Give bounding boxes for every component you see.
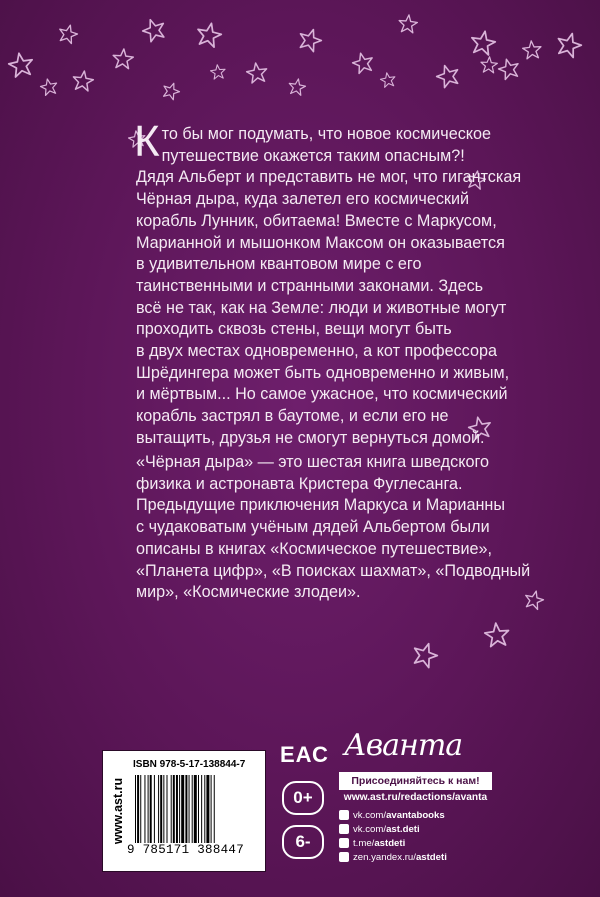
- text-line: физика и астронавта Кристера Фуглесанга.: [136, 474, 463, 493]
- text-line: в двух местах одновременно, а кот профессора: [136, 342, 497, 361]
- social-link[interactable]: [339, 836, 499, 850]
- text-line: «Чёрная дыра» — это шестая книга шведского: [136, 453, 490, 471]
- vk-icon: [339, 810, 349, 820]
- star-icon: [287, 77, 308, 98]
- join-banner: Присоединяйтесь к нам!: [339, 772, 492, 790]
- social-handle: astdeti: [374, 837, 406, 849]
- star-icon: [56, 22, 80, 46]
- social-link[interactable]: [339, 850, 499, 864]
- barcode-digits: 9 785171 388447: [127, 843, 245, 857]
- zen-icon: [339, 852, 349, 862]
- social-prefix: vk.com/: [353, 809, 387, 821]
- dropcap-letter: К: [134, 117, 160, 166]
- age-rating-badge-secondary: 6-: [282, 825, 324, 859]
- star-icon: [159, 79, 182, 102]
- star-icon: [209, 63, 227, 81]
- social-prefix: vk.com/: [353, 823, 387, 835]
- publisher-url[interactable]: www.ast.ru/redactions/avanta: [343, 792, 488, 803]
- star-icon: [111, 47, 135, 71]
- site-vertical-label: [109, 757, 127, 865]
- text-line: корабль Лунник, обитаема! Вместе с Маркусом,: [136, 211, 497, 230]
- text-line: описаны в книгах «Космическое путешествие»,: [136, 539, 493, 558]
- text-line: мир», «Космические злодеи».: [136, 583, 361, 602]
- star-icon: [6, 50, 36, 80]
- star-icon: [245, 61, 270, 86]
- text-line: «Планета цифр», «В поисках шахмат», «Подводный: [136, 561, 531, 580]
- star-icon: [397, 13, 419, 35]
- telegram-icon: [339, 838, 349, 848]
- text-line: то бы мог подумать, что новое космическое: [161, 125, 492, 143]
- star-icon: [194, 20, 225, 51]
- text-line: Марианной и мышонком Максом он оказывается: [136, 233, 505, 252]
- star-icon: [295, 25, 325, 55]
- social-link[interactable]: [339, 822, 499, 836]
- social-handle: avantabooks: [386, 809, 445, 821]
- text-line: и мёртвым... Но самое ужасное, что космический: [136, 385, 508, 404]
- description-paragraph-2: [136, 452, 556, 604]
- text-line: Шрёдингера может быть одновременно и живым,: [136, 363, 510, 382]
- avanta-logo: Аванта: [344, 728, 463, 763]
- text-line: корабль застрял в баутоме, и если его не: [136, 407, 449, 426]
- text-line: Дядя Альберт и представить не мог, что гигантская: [136, 168, 522, 187]
- text-line: Предыдущие приключения Маркуса и Марианны: [136, 496, 505, 515]
- star-icon: [496, 56, 523, 83]
- text-line: Чёрная дыра, куда залетел его космический: [136, 190, 470, 209]
- star-icon: [350, 50, 377, 77]
- text-line: вытащить, друзья не смогут вернуться домой.: [136, 428, 485, 447]
- social-link[interactable]: [339, 808, 499, 822]
- social-links: [339, 808, 499, 864]
- social-prefix: t.me/: [353, 837, 375, 849]
- star-icon: [433, 61, 463, 91]
- social-prefix: zen.yandex.ru/: [353, 851, 416, 863]
- star-icon: [521, 39, 543, 61]
- star-icon: [139, 15, 170, 46]
- barcode-panel: [102, 750, 266, 872]
- social-handle: ast.deti: [386, 823, 420, 835]
- text-line: в удивительном квантовом мире с его: [136, 255, 422, 274]
- text-line: проходить сквозь стены, вещи могут быть: [136, 320, 452, 339]
- text-line: путешествие окажется таким опасным?!: [161, 146, 465, 165]
- description-paragraph-1: [134, 117, 556, 450]
- isbn-text: ISBN 978-5-17-138844-7: [133, 759, 246, 770]
- eac-mark: ЕАС: [280, 742, 329, 767]
- star-icon: [483, 621, 512, 650]
- text-line: всё не так, как на Земле: люди и животные могут: [136, 298, 507, 317]
- star-icon: [409, 639, 442, 672]
- social-handle: astdeti: [415, 851, 447, 863]
- star-icon: [71, 69, 96, 94]
- star-icon: [468, 28, 498, 58]
- star-icon: [38, 76, 59, 97]
- site-url-text: www.ast.ru: [111, 777, 125, 845]
- star-icon: [553, 29, 585, 61]
- vk-icon: [339, 824, 349, 834]
- text-line: таинственными и странными законами. Здесь: [136, 276, 484, 295]
- age-rating-badge: 0+: [282, 781, 324, 815]
- text-line: с чудаковатым учёным дядей Альбертом были: [136, 518, 490, 537]
- star-icon: [379, 71, 398, 90]
- barcode-bars: [133, 775, 257, 843]
